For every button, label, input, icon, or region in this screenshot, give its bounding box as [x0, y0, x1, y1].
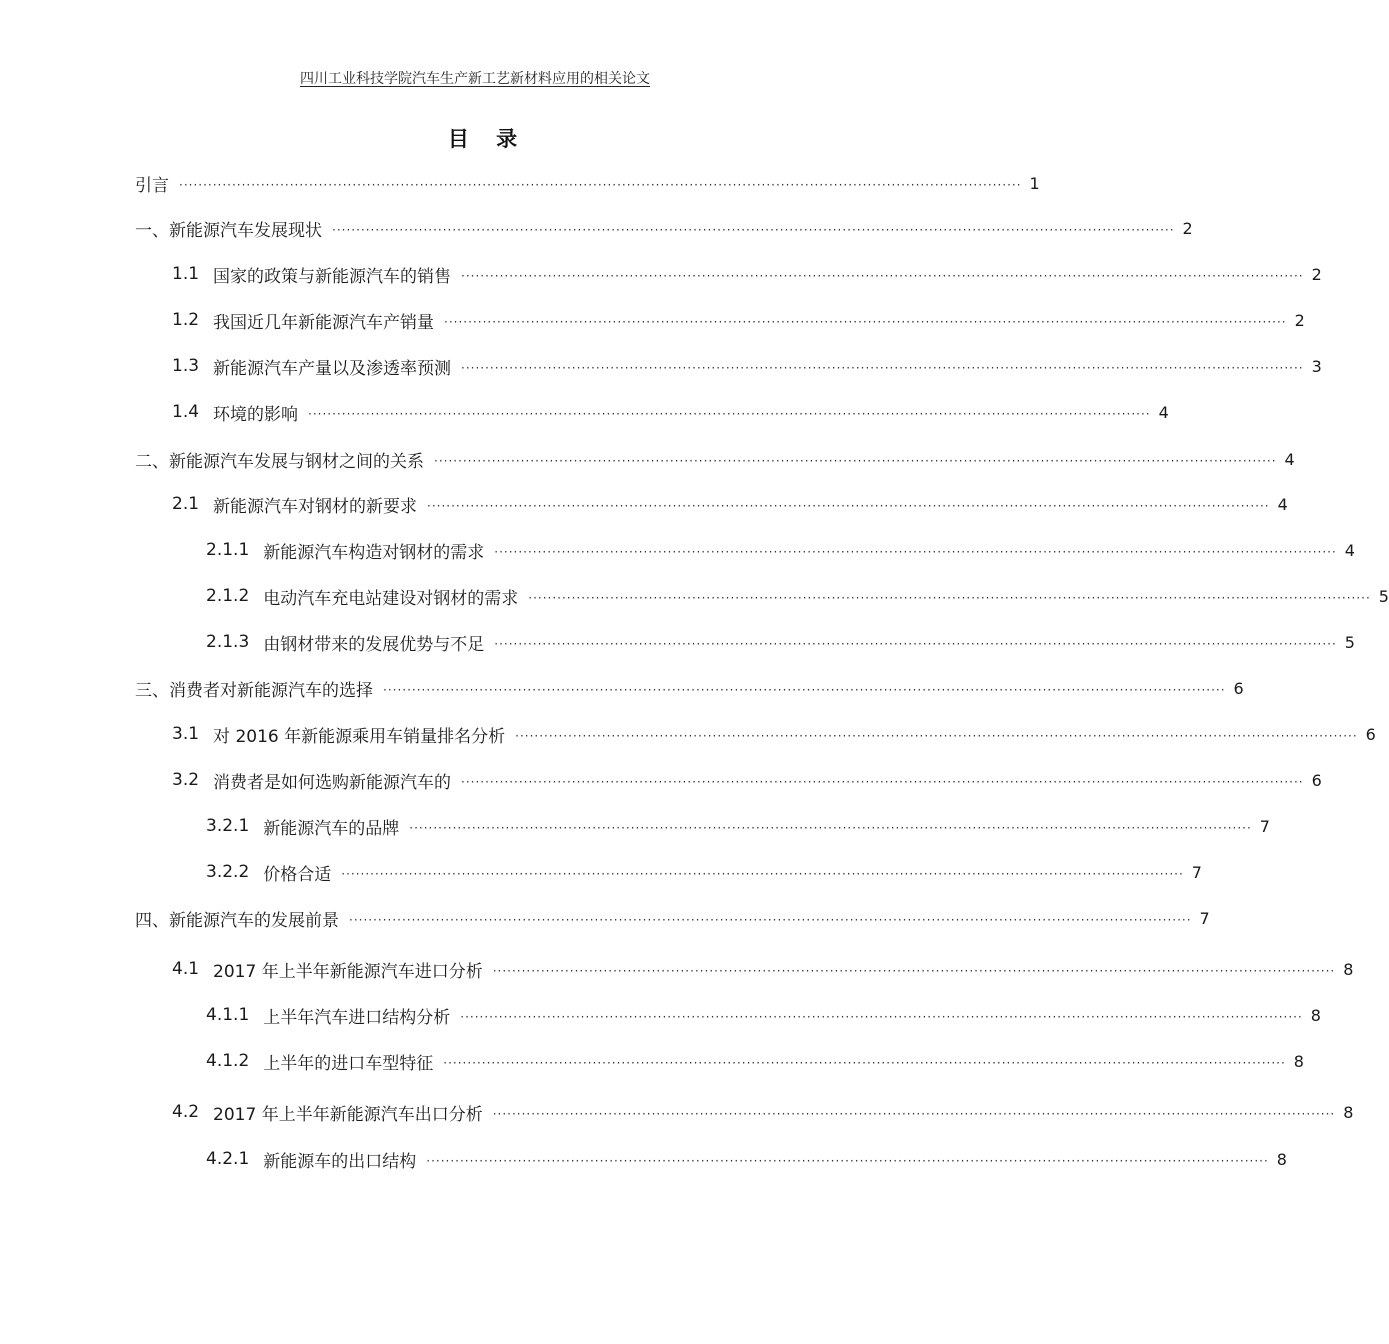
toc-entry-title: 2017 年上半年新能源汽车出口分析	[213, 1104, 483, 1125]
toc-entry-number: 2.1.2	[206, 586, 250, 606]
toc-leader-dots: ···············································································································································································	[492, 964, 1336, 978]
toc-leader-dots: ···············································································································································································	[494, 637, 1337, 651]
toc-entry[interactable]	[135, 446, 1295, 472]
toc-leader-dots: ···············································································································································································	[308, 407, 1151, 421]
toc-entry-number: 2.1	[172, 494, 200, 514]
toc-entry[interactable]	[172, 261, 1322, 287]
toc-entry[interactable]	[172, 721, 1376, 747]
toc-entry-title: 新能源汽车对钢材的新要求	[213, 496, 418, 517]
toc-leader-dots: ···············································································································································································	[461, 361, 1304, 375]
toc-entry-number: 3.1	[172, 724, 200, 744]
toc-entry-title: 新能源汽车的发展前景	[169, 910, 339, 931]
toc-entry-title: 电动汽车充电站建设对钢材的需求	[263, 588, 519, 609]
toc-leader-dots: ···············································································································································································	[494, 545, 1337, 559]
toc-entry-number: 三、	[135, 680, 169, 701]
toc-entry-title: 上半年汽车进口结构分析	[263, 1007, 451, 1028]
toc-entry-number: 4.2	[172, 1102, 200, 1122]
toc-entry[interactable]	[206, 859, 1202, 885]
toc-entry-page-number: 2	[1294, 310, 1305, 330]
toc-entry-number: 4.1.1	[206, 1005, 250, 1025]
toc-entry-page-number: 8	[1310, 1005, 1321, 1025]
toc-leader-dots: ···············································································································································································	[332, 223, 1175, 237]
toc-entry-title: 环境的影响	[213, 404, 299, 425]
toc-entry-page-number: 7	[1259, 816, 1270, 836]
page-header: 四川工业科技学院汽车生产新工艺新材料应用的相关论文	[300, 71, 650, 87]
toc-entry-page-number: 1	[1029, 173, 1040, 193]
toc-entry-number: 4.2.1	[206, 1149, 250, 1169]
toc-entry-number: 3.2.1	[206, 816, 250, 836]
toc-entry-number: 一、	[135, 220, 169, 241]
toc-entry-title: 国家的政策与新能源汽车的销售	[213, 266, 452, 287]
toc-entry-title: 新能源汽车发展现状	[169, 220, 322, 241]
toc-entry[interactable]	[172, 491, 1288, 517]
toc-leader-dots: ···············································································································································································	[349, 913, 1192, 927]
toc-entry[interactable]	[135, 675, 1244, 701]
toc-leader-dots: ···············································································································································································	[426, 1154, 1269, 1168]
toc-entry[interactable]	[206, 1002, 1321, 1028]
toc-entry-title: 消费者是如何选购新能源汽车的	[213, 772, 452, 793]
toc-entry[interactable]	[206, 1146, 1287, 1172]
toc-leader-dots: ···············································································································································································	[444, 315, 1287, 329]
toc-leader-dots: ···············································································································································································	[492, 1107, 1336, 1121]
toc-entry-title: 新能源汽车的品牌	[263, 818, 400, 839]
toc-entry-number: 4.1.2	[206, 1051, 250, 1071]
toc-leader-dots: ···············································································································································································	[383, 683, 1226, 697]
toc-entry-title: 新能源汽车产量以及渗透率预测	[213, 358, 452, 379]
toc-entry-number: 4.1	[172, 959, 200, 979]
toc-entry-page-number: 8	[1343, 1102, 1354, 1122]
toc-entry-title: 由钢材带来的发展优势与不足	[263, 634, 485, 655]
toc-entry-page-number: 8	[1276, 1149, 1287, 1169]
toc-entry[interactable]	[206, 583, 1389, 609]
toc-entry[interactable]	[172, 399, 1169, 425]
toc-entry[interactable]	[206, 629, 1355, 655]
toc-entry-number: 3.2.2	[206, 862, 250, 882]
toc-entry-page-number: 5	[1344, 632, 1355, 652]
toc-entry[interactable]	[206, 813, 1270, 839]
toc-entry[interactable]	[135, 905, 1210, 931]
toc-entry[interactable]	[135, 170, 1040, 196]
toc-leader-dots: ···············································································································································································	[409, 821, 1252, 835]
page-title: 目 录	[447, 127, 528, 151]
toc-entry-title: 价格合适	[263, 864, 332, 885]
toc-entry-number: 1.3	[172, 356, 200, 376]
toc-leader-dots: ···············································································································································································	[461, 269, 1304, 283]
toc-entry[interactable]	[172, 307, 1305, 333]
toc-leader-dots: ···············································································································································································	[461, 775, 1304, 789]
toc-entry-title: 新能源汽车发展与钢材之间的关系	[169, 451, 424, 472]
toc-entry-page-number: 7	[1191, 862, 1202, 882]
toc-entry-title: 上半年的进口车型特征	[263, 1053, 434, 1074]
toc-entry-page-number: 8	[1343, 959, 1354, 979]
toc-entry-page-number: 3	[1311, 356, 1322, 376]
toc-entry[interactable]	[172, 1099, 1354, 1125]
toc-entry-page-number: 2	[1182, 218, 1193, 238]
toc-entry[interactable]	[206, 537, 1355, 563]
toc-entry-title: 消费者对新能源汽车的选择	[169, 680, 373, 701]
toc-leader-dots: ···············································································································································································	[341, 867, 1184, 881]
toc-leader-dots: ···············································································································································································	[460, 1010, 1303, 1024]
toc-entry-page-number: 6	[1365, 724, 1376, 744]
toc-entry[interactable]	[172, 956, 1354, 982]
toc-entry-title: 2017 年上半年新能源汽车进口分析	[213, 961, 483, 982]
toc-entry[interactable]	[172, 353, 1322, 379]
toc-entry[interactable]	[172, 767, 1322, 793]
toc-entry-page-number: 6	[1233, 678, 1244, 698]
toc-entry-page-number: 4	[1277, 494, 1288, 514]
toc-entry-number: 2.1.3	[206, 632, 250, 652]
toc-entry-number: 3.2	[172, 770, 200, 790]
toc-entry-title: 引言	[135, 175, 169, 196]
toc-entry-page-number: 4	[1344, 540, 1355, 560]
toc-entry-title: 我国近几年新能源汽车产销量	[213, 312, 435, 333]
toc-entry-page-number: 4	[1284, 449, 1295, 469]
toc-entry[interactable]	[135, 215, 1193, 241]
toc-leader-dots: ···············································································································································································	[427, 499, 1270, 513]
toc-entry-page-number: 4	[1158, 402, 1169, 422]
toc-entry-title: 对 2016 年新能源乘用车销量排名分析	[213, 726, 506, 747]
toc-entry-number: 1.4	[172, 402, 200, 422]
toc-entry-number: 1.2	[172, 310, 200, 330]
toc-entry-page-number: 6	[1311, 770, 1322, 790]
toc-leader-dots: ···············································································································································································	[179, 178, 1022, 192]
toc-entry-number: 1.1	[172, 264, 200, 284]
toc-leader-dots: ···············································································································································································	[443, 1056, 1286, 1070]
toc-entry-page-number: 7	[1199, 908, 1210, 928]
toc-leader-dots: ···············································································································································································	[434, 454, 1277, 468]
toc-entry-number: 2.1.1	[206, 540, 250, 560]
toc-entry-title: 新能源汽车构造对钢材的需求	[263, 542, 485, 563]
toc-entry-number: 二、	[135, 451, 169, 472]
toc-leader-dots: ···············································································································································································	[528, 591, 1371, 605]
toc-entry-page-number: 8	[1293, 1051, 1304, 1071]
toc-entry-title: 新能源车的出口结构	[263, 1151, 417, 1172]
toc-entry-number: 四、	[135, 910, 169, 931]
toc-entry-page-number: 5	[1378, 586, 1389, 606]
toc-leader-dots: ···············································································································································································	[515, 729, 1358, 743]
toc-entry[interactable]	[206, 1048, 1304, 1074]
toc-entry-page-number: 2	[1311, 264, 1322, 284]
